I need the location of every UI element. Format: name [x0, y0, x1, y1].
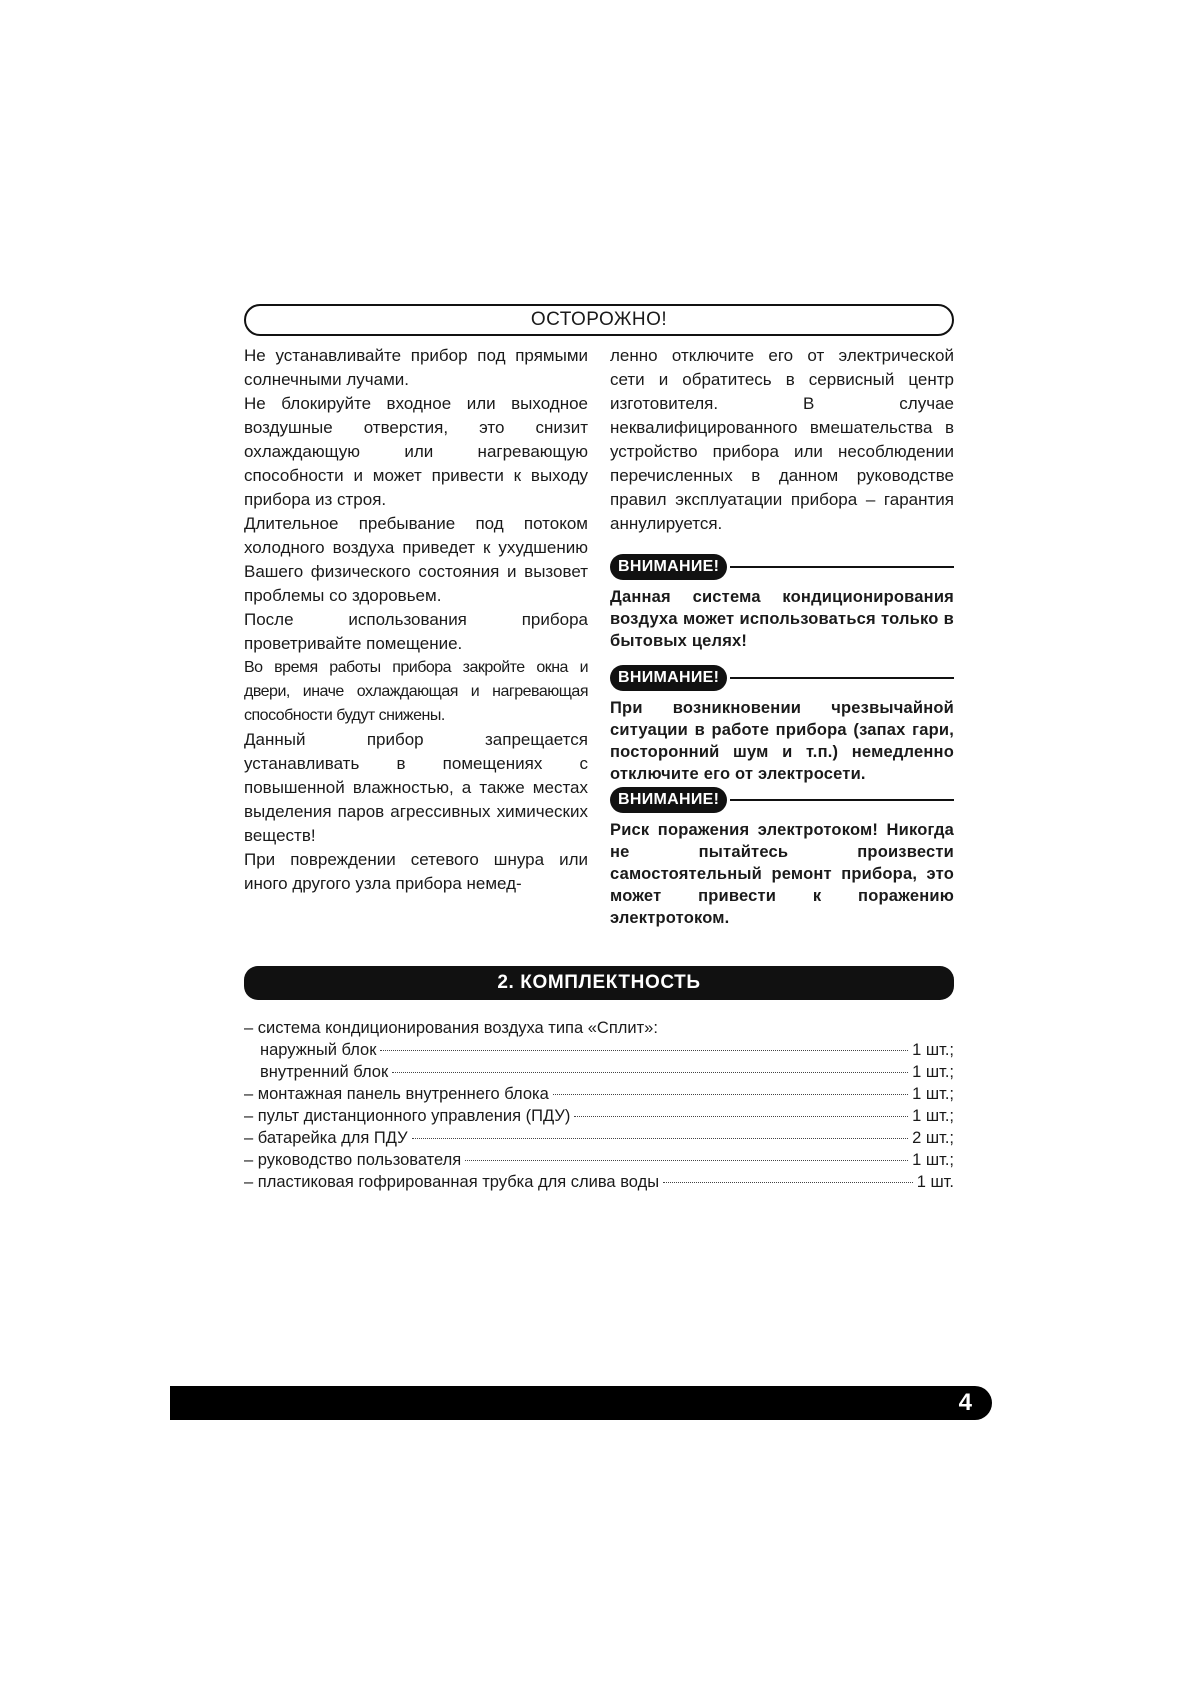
- list-item-label: – руководство пользователя: [244, 1151, 462, 1169]
- list-item-label: – батарейка для ПДУ: [244, 1129, 408, 1147]
- list-item-label: – пластиковая гофрированная трубка для слива воды: [244, 1173, 660, 1191]
- caution-paragraph: Не блокируйте входное или выходное воздушные отверстия, это снизит охлаждающую или нагревающую способности и может привести к выходу прибора из строя.: [244, 394, 588, 509]
- divider: [730, 566, 954, 568]
- section-title: 2. КОМПЛЕКТНОСТЬ: [497, 972, 701, 993]
- list-item: [244, 1149, 954, 1171]
- warning-heading: [610, 787, 954, 813]
- caution-paragraph: ленно отключите его от электрической сети и обратитесь в сервисный центр изготовителя. В случае неквалифицированного вмешательства в устройство прибора или несоблюдении перечисленных в данном руководстве правил эксплуатации прибора – гарантия аннулируется.: [610, 346, 954, 533]
- list-item: [244, 1039, 954, 1061]
- package-contents-list: [244, 1017, 954, 1193]
- list-item: [244, 1017, 954, 1039]
- list-item: [244, 1083, 954, 1105]
- dot-leader: [553, 1094, 908, 1095]
- list-item: [244, 1127, 954, 1149]
- list-item-qty: 2 шт.;: [912, 1129, 954, 1147]
- dot-leader: [465, 1160, 908, 1161]
- dot-leader: [380, 1050, 908, 1051]
- list-item: [244, 1061, 954, 1083]
- dot-leader: [574, 1116, 908, 1117]
- list-item-label: наружный блок: [260, 1041, 377, 1059]
- list-item-label: – монтажная панель внутреннего блока: [244, 1085, 549, 1103]
- warning-block-2: [610, 665, 954, 785]
- caution-paragraph: После использования прибора проветривайте помещение.: [244, 610, 588, 653]
- list-item-qty: 1 шт.;: [912, 1063, 954, 1081]
- warning-text: Риск поражения электротоком! Никогда не пытайтесь произвести самостоятельный ремонт прибора, это может привести к поражению электротоком.: [610, 821, 954, 927]
- dot-leader: [412, 1138, 909, 1139]
- list-item-qty: 1 шт.;: [912, 1041, 954, 1059]
- list-item-qty: 1 шт.;: [912, 1107, 954, 1125]
- list-item-label: – пульт дистанционного управления (ПДУ): [244, 1107, 571, 1125]
- divider: [730, 677, 954, 679]
- list-item: [244, 1171, 954, 1193]
- list-item-qty: 1 шт.;: [912, 1151, 954, 1169]
- warning-block-1: [610, 554, 954, 652]
- caution-paragraph: Не устанавливайте прибор под прямыми солнечными лучами.: [244, 346, 588, 389]
- dot-leader: [663, 1182, 913, 1183]
- list-item-label: – система кондиционирования воздуха типа «Сплит»:: [244, 1019, 658, 1037]
- caution-right-column: [610, 344, 954, 536]
- list-item-qty: 1 шт.;: [912, 1085, 954, 1103]
- caution-left-column: [244, 344, 588, 896]
- footer-bar: [170, 1386, 992, 1420]
- caution-paragraph: При повреждении сетевого шнура или иного другого узла прибора немед-: [244, 850, 588, 893]
- warning-heading: [610, 554, 954, 580]
- divider: [730, 799, 954, 801]
- warning-badge: ВНИМАНИЕ!: [610, 787, 727, 813]
- warning-badge: ВНИМАНИЕ!: [610, 665, 727, 691]
- page-number: 4: [958, 1389, 972, 1416]
- warning-badge: ВНИМАНИЕ!: [610, 554, 727, 580]
- caution-paragraph: Длительное пребывание под потоком холодного воздуха приведет к ухудшению Вашего физического состояния и вызовет проблемы со здоровьем.: [244, 514, 588, 605]
- warning-block-3: [610, 787, 954, 929]
- warning-text: При возникновении чрезвычайной ситуации в работе прибора (запах гари, посторонний шум и т.п.) немедленно отключите его от электросети.: [610, 699, 954, 783]
- list-item-label: внутренний блок: [260, 1063, 389, 1081]
- list-item-qty: 1 шт.: [916, 1173, 954, 1191]
- section-header: [244, 966, 954, 1000]
- caution-paragraph: Данный прибор запрещается устанавливать в помещениях с повышенной влажностью, а также местах выделения паров агрессивных химических веществ!: [244, 730, 588, 845]
- caution-header: [244, 304, 954, 336]
- warning-heading: [610, 665, 954, 691]
- warning-text: Данная система кондиционирования воздуха может использоваться только в бытовых целях!: [610, 588, 954, 650]
- caution-title: ОСТОРОЖНО!: [530, 309, 668, 330]
- dot-leader: [392, 1072, 908, 1073]
- list-item: [244, 1105, 954, 1127]
- caution-paragraph: Во время работы прибора закройте окна и двери, иначе охлаждающая и нагревающая способности будут снижены.: [244, 659, 588, 724]
